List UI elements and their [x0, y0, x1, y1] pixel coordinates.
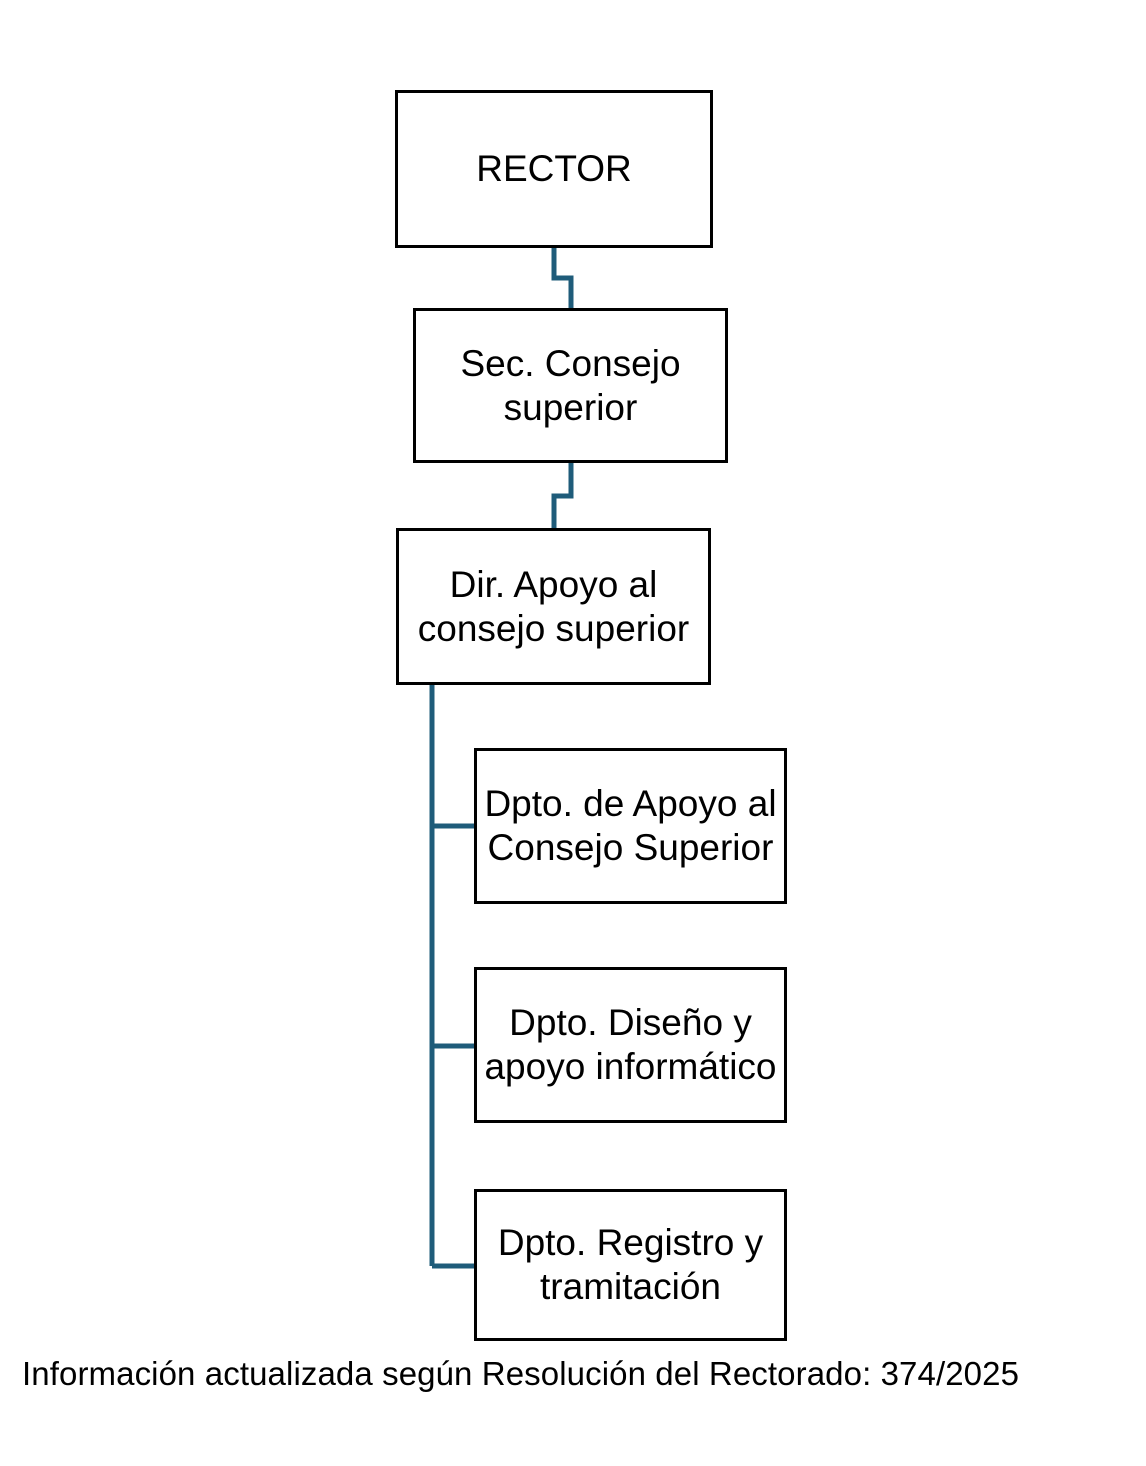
node-sec-consejo-superior-label: Sec. Consejo superior	[460, 342, 681, 428]
node-dpto-apoyo-consejo-superior[interactable]	[474, 748, 787, 904]
node-dpto-diseno-apoyo-informatico-label: Dpto. Diseño y apoyo informático	[484, 1002, 777, 1087]
node-dir-apoyo-consejo-superior[interactable]	[396, 528, 711, 685]
node-sec-consejo-superior[interactable]	[413, 308, 728, 463]
node-dir-apoyo-consejo-superior-label: Dir. Apoyo al consejo superior	[417, 563, 690, 649]
node-rector[interactable]	[395, 90, 713, 248]
node-dpto-diseno-apoyo-informatico[interactable]	[474, 967, 787, 1123]
footer-note: Información actualizada según Resolución del Rectorado: 374/2025	[22, 1355, 1020, 1392]
node-dpto-registro-tramitacion[interactable]	[474, 1189, 787, 1341]
node-dpto-registro-tramitacion-label: Dpto. Registro y tramitación	[497, 1222, 764, 1307]
node-rector-label: RECTOR	[476, 148, 632, 190]
node-dpto-apoyo-consejo-superior-label: Dpto. de Apoyo al Consejo Superior	[484, 783, 777, 868]
